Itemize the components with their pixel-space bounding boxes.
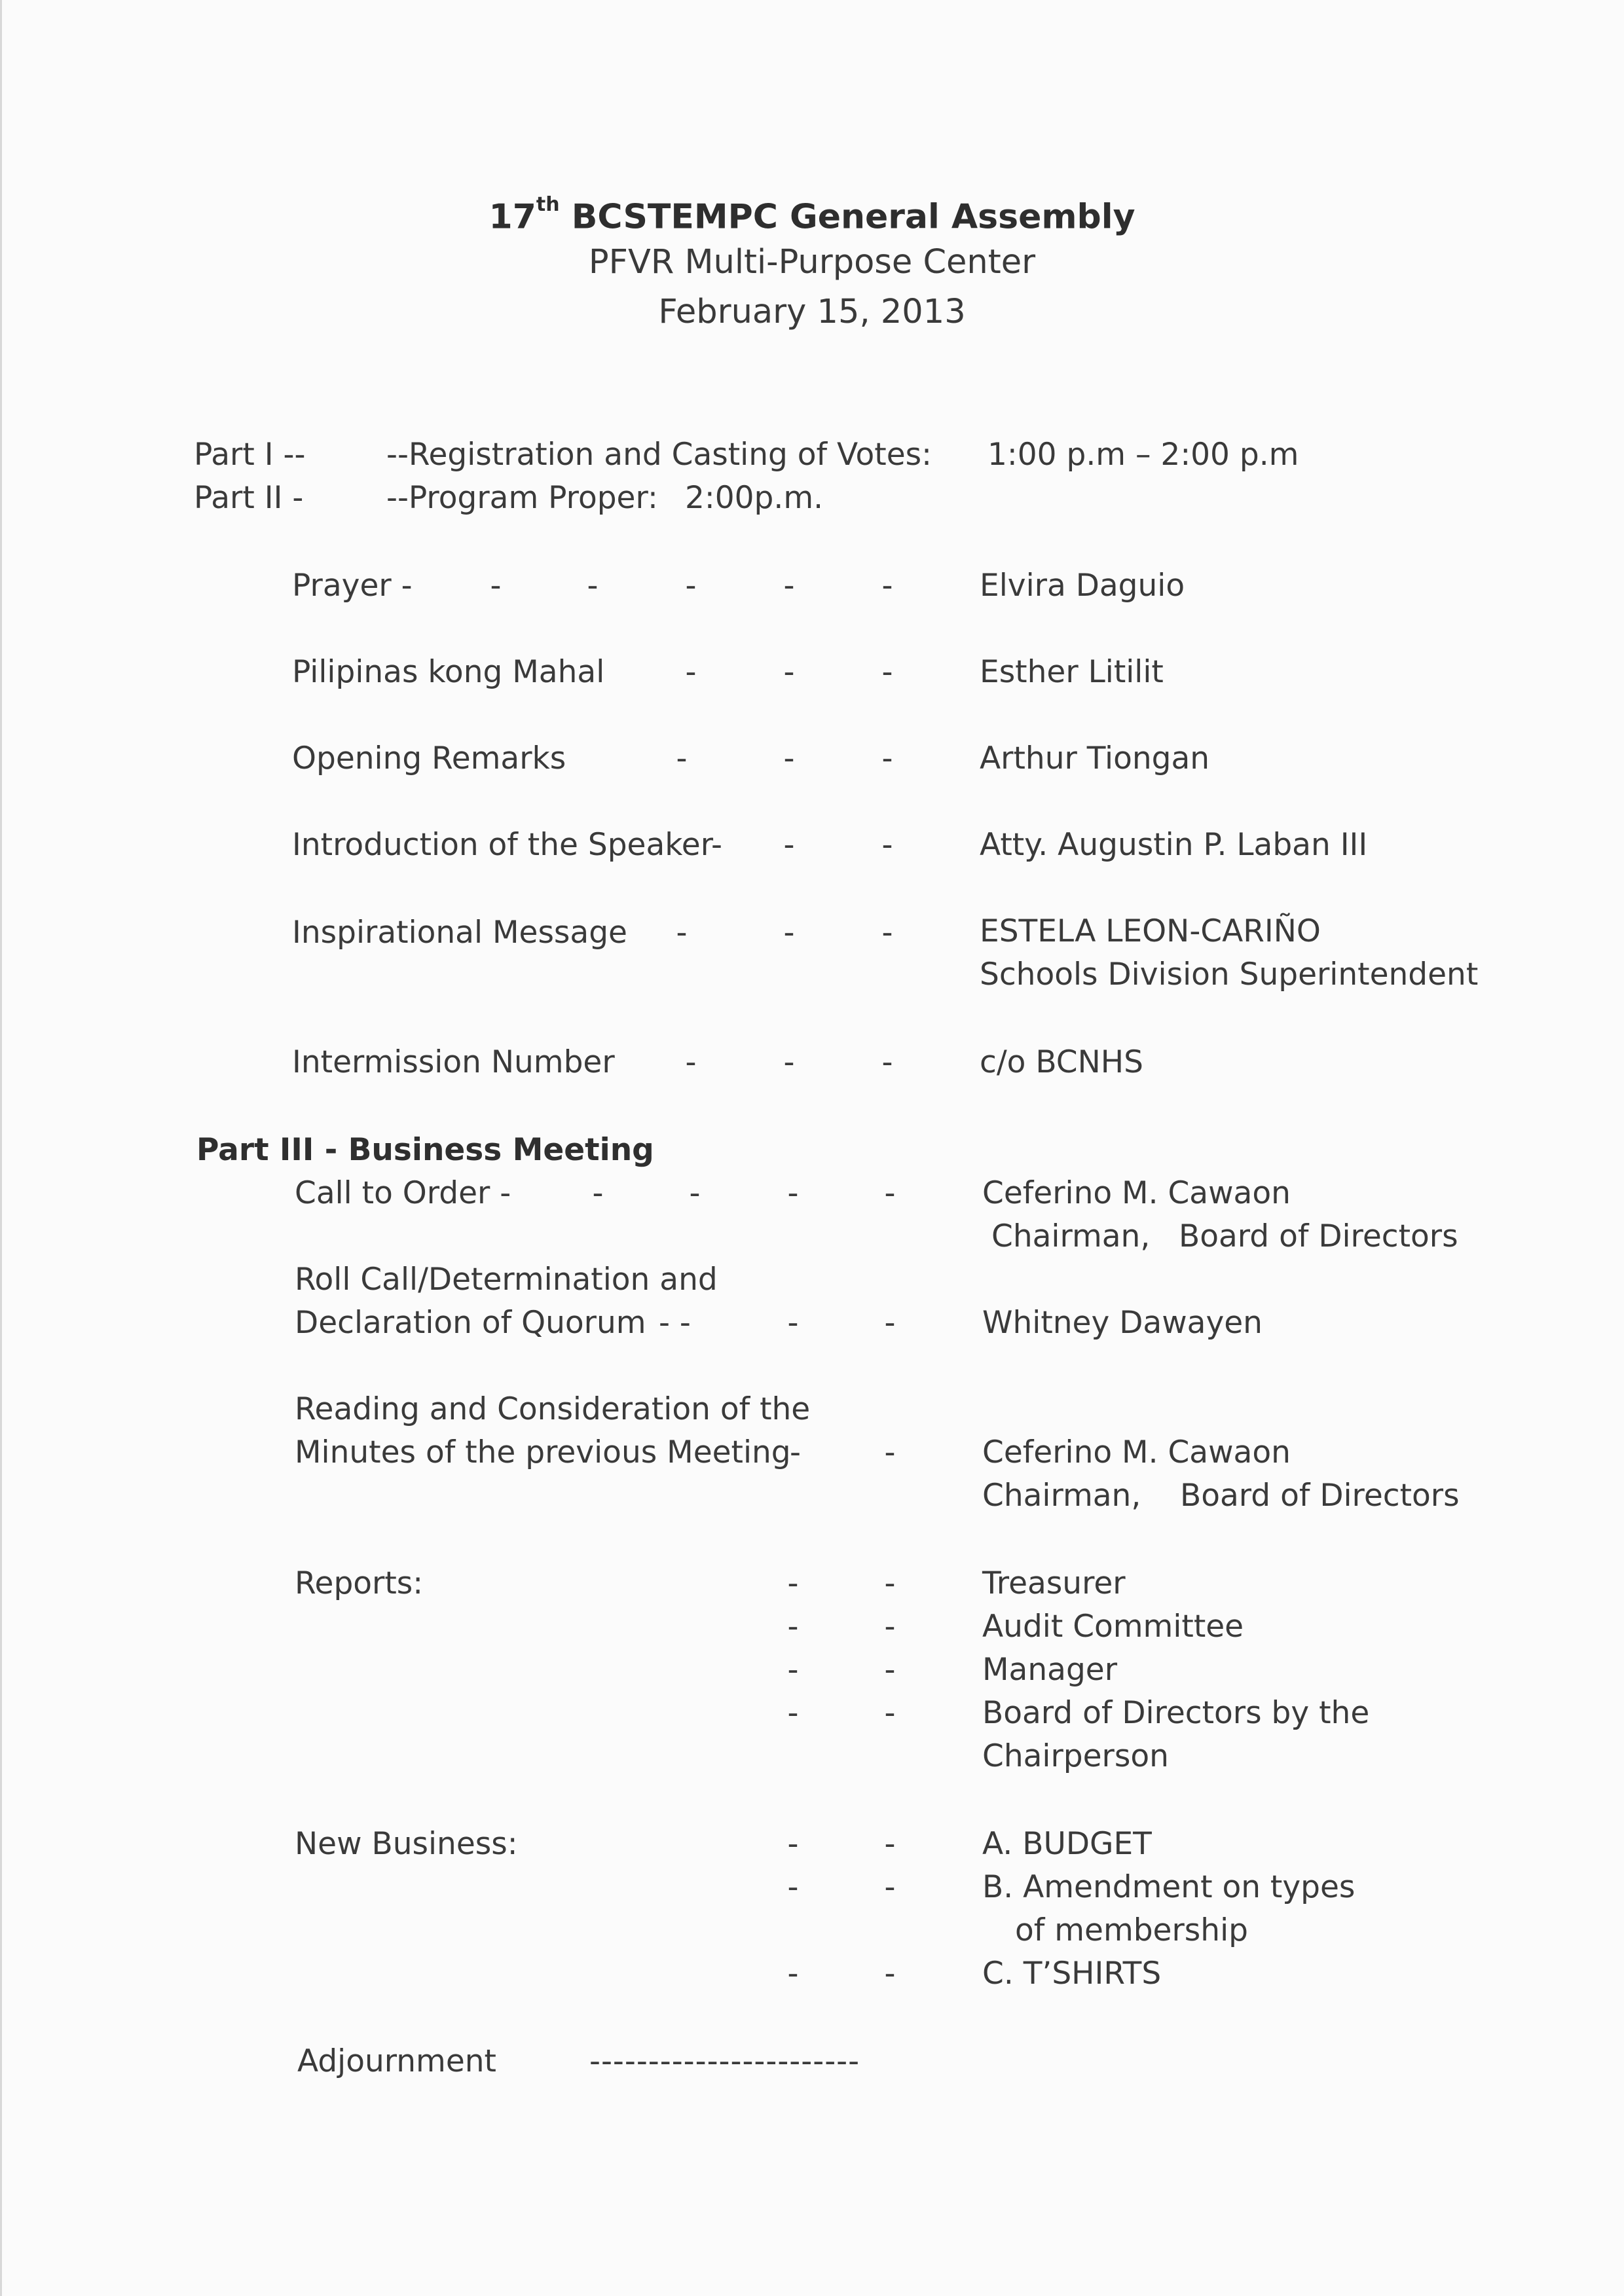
report-item: Treasurer [982, 1565, 1126, 1601]
program-person-intro: Atty. Augustin P. Laban III [980, 827, 1368, 863]
dash: - [884, 1305, 896, 1341]
dash: - [689, 1175, 701, 1211]
program-person-opening: Arthur Tiongan [980, 740, 1210, 776]
dash: - [787, 1652, 799, 1688]
dash: - [787, 1175, 799, 1211]
program-label-opening: Opening Remarks [292, 740, 566, 776]
program-person-inspirational: ESTELA LEON-CARIÑO [980, 913, 1321, 949]
label-dash: - [790, 1434, 801, 1470]
page-title: 17th BCSTEMPC General Assembly [489, 193, 1135, 237]
dash: - [787, 1695, 799, 1731]
dash: - [490, 568, 502, 604]
dash: - [884, 1434, 896, 1470]
dash: - [787, 1956, 799, 1992]
dash: - [783, 568, 795, 604]
program-person-intermission: c/o BCNHS [980, 1044, 1143, 1080]
program-label-intermission: Intermission Number [292, 1044, 615, 1080]
report-item: Audit Committee [982, 1609, 1244, 1645]
new-business-item-b-cont: of membership [1015, 1912, 1248, 1948]
dash: - [884, 1956, 896, 1992]
part1-label: Part I -- [194, 437, 306, 473]
dash: - [783, 1044, 795, 1080]
part1-time: 1:00 p.m – 2:00 p.m [987, 437, 1299, 473]
dash: - [676, 915, 688, 951]
section-heading-business: Part III - Business Meeting [196, 1132, 654, 1168]
dash: - [884, 1695, 896, 1731]
business-person-call: Ceferino M. Cawaon [982, 1175, 1291, 1211]
dash: - [787, 1305, 799, 1341]
dash: - [884, 1175, 896, 1211]
business-role-b: Board of Directors [1180, 1478, 1460, 1514]
new-business-item-b: B. Amendment on types [982, 1869, 1356, 1905]
business-label-minutes-line2: Minutes of the previous Meeting [295, 1434, 791, 1470]
report-item: Manager [982, 1652, 1118, 1688]
dash: - [884, 1609, 896, 1645]
dash: - [787, 1869, 799, 1905]
label-dashes: - - [659, 1305, 691, 1341]
dash: - [881, 654, 893, 690]
program-label-anthem: Pilipinas kong Mahal [292, 654, 605, 690]
dash: - [881, 740, 893, 776]
dash: - [884, 1869, 896, 1905]
part2-label: Part II - [194, 480, 304, 516]
venue: PFVR Multi-Purpose Center [588, 243, 1036, 282]
business-label-adjournment: Adjournment [297, 2043, 496, 2079]
dash: - [783, 827, 795, 863]
dash: - [783, 654, 795, 690]
dash: - [783, 915, 795, 951]
dash: - [881, 1044, 893, 1080]
program-label-intro: Introduction of the Speaker- [292, 827, 722, 863]
part2-time: 2:00p.m. [685, 480, 824, 516]
business-person-roll: Whitney Dawayen [982, 1305, 1263, 1341]
business-role-b: Board of Directors [1179, 1218, 1458, 1254]
business-role-a: Chairman, [982, 1478, 1141, 1514]
program-person-title: Schools Division Superintendent [980, 957, 1479, 993]
business-label-reports: Reports: [295, 1565, 424, 1601]
dash: - [881, 915, 893, 951]
business-label-roll-line2: Declaration of Quorum [295, 1305, 646, 1341]
new-business-item-c: C. T’SHIRTS [982, 1956, 1162, 1992]
adjournment-rule: ----------------------- [589, 2043, 860, 2079]
dash: - [787, 1609, 799, 1645]
dash: - [676, 740, 688, 776]
business-label-roll-line1: Roll Call/Determination and [295, 1262, 718, 1298]
dash: - [685, 1044, 697, 1080]
dash: - [881, 568, 893, 604]
program-person-prayer: Elvira Daguio [980, 568, 1185, 604]
dash: - [884, 1826, 896, 1862]
program-person-anthem: Esther Litilit [980, 654, 1164, 690]
part1-desc: --Registration and Casting of Votes: [386, 437, 932, 473]
dash: - [884, 1565, 896, 1601]
dash: - [685, 654, 697, 690]
business-label-new: New Business: [295, 1826, 518, 1862]
business-label-minutes-line1: Reading and Consideration of the [295, 1391, 811, 1427]
part2-desc: --Program Proper: [386, 480, 658, 516]
dash: - [685, 568, 697, 604]
program-label-prayer: Prayer - [292, 568, 413, 604]
business-role-a: Chairman, [991, 1218, 1151, 1254]
dash: - [783, 740, 795, 776]
program-label-inspirational: Inspirational Message [292, 915, 627, 951]
report-item: Board of Directors by the [982, 1695, 1370, 1731]
business-label-call: Call to Order - [295, 1175, 511, 1211]
dash: - [787, 1565, 799, 1601]
dash: - [881, 827, 893, 863]
dash: - [884, 1652, 896, 1688]
report-item-continuation: Chairperson [982, 1738, 1169, 1774]
new-business-item-a: A. BUDGET [982, 1826, 1152, 1862]
dash: - [592, 1175, 604, 1211]
business-person-minutes: Ceferino M. Cawaon [982, 1434, 1291, 1470]
scan-edge [0, 0, 2, 2296]
event-date: February 15, 2013 [658, 293, 966, 331]
dash: - [787, 1826, 799, 1862]
dash: - [587, 568, 599, 604]
